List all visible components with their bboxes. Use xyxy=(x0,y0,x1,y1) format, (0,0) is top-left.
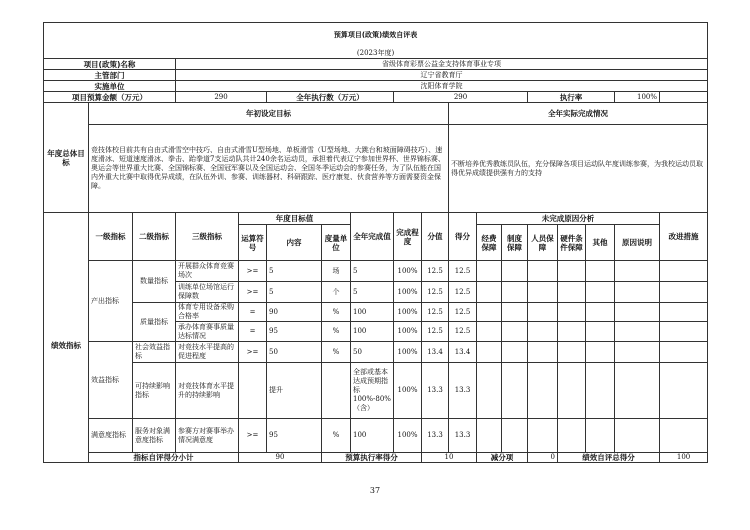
cell-empty xyxy=(477,303,502,322)
header-level2: 二级指标 xyxy=(133,213,176,261)
cell-op xyxy=(239,363,267,419)
header-actual: 全年完成值 xyxy=(351,213,394,261)
budget-value: 290 xyxy=(176,92,267,103)
header-content: 内容 xyxy=(267,225,322,261)
cell-empty xyxy=(615,342,660,363)
cell-empty xyxy=(558,322,586,342)
cell-empty xyxy=(528,363,558,419)
unit-label: 实施单位 xyxy=(44,81,176,92)
cell-empty xyxy=(502,303,528,322)
total-value: 100 xyxy=(660,453,708,463)
cell-content: 50 xyxy=(267,342,322,363)
initial-goal-header: 年初设定目标 xyxy=(89,103,449,125)
header-score: 得分 xyxy=(449,213,477,261)
cell-content: 95 xyxy=(267,419,322,453)
cell-empty xyxy=(528,419,558,453)
cell-empty xyxy=(477,363,502,419)
cell-empty xyxy=(660,303,708,322)
cell-empty xyxy=(615,363,660,419)
cell-score: 12.5 xyxy=(449,282,477,303)
actual-result-header: 全年实际完成情况 xyxy=(449,103,708,125)
header-hardware: 硬件条件保障 xyxy=(558,225,586,261)
cell-name: 承办体育赛事质量达标情况 xyxy=(176,322,239,342)
dept-value: 辽宁省教育厅 xyxy=(176,70,708,81)
cell-name: 训练单位场馆运行保障数 xyxy=(176,282,239,303)
cell-empty xyxy=(502,322,528,342)
table-row xyxy=(44,261,708,282)
header-unit: 度量单位 xyxy=(322,225,351,261)
cell-degree: 100% xyxy=(394,342,422,363)
year-label: (2023年度) xyxy=(44,49,708,59)
cell-actual: 100 xyxy=(351,419,394,453)
cell-empty xyxy=(586,419,615,453)
perf-label: 绩效指标 xyxy=(44,213,89,463)
cell-degree: 100% xyxy=(394,261,422,282)
cell-content: 5 xyxy=(267,261,322,282)
cell-actual: 50 xyxy=(351,342,394,363)
cell-empty xyxy=(558,303,586,322)
cell-empty xyxy=(477,282,502,303)
group-benefit: 效益指标 xyxy=(89,342,133,419)
cell-name: 开展群众体育竞赛场次 xyxy=(176,261,239,282)
header-target: 年度目标值 xyxy=(239,213,351,225)
cell-empty xyxy=(586,282,615,303)
cell-score: 12.5 xyxy=(449,322,477,342)
header-improve: 改进措施 xyxy=(660,213,708,261)
cell-unit: 场 xyxy=(322,261,351,282)
cell-actual: 5 xyxy=(351,261,394,282)
cell-empty xyxy=(660,261,708,282)
header-level1: 一级指标 xyxy=(89,213,133,261)
cell-op: >= xyxy=(239,261,267,282)
group-social: 社会效益指标 xyxy=(133,342,176,363)
cell-empty xyxy=(477,419,502,453)
cell-unit: % xyxy=(322,342,351,363)
cell-score: 13.3 xyxy=(449,363,477,419)
cell-empty xyxy=(528,261,558,282)
subtotal-value: 90 xyxy=(239,453,322,463)
cell-score: 13.3 xyxy=(449,419,477,453)
group-sustain: 可持续影响指标 xyxy=(133,363,176,419)
budget-score-value: 10 xyxy=(422,453,477,463)
cell-op: = xyxy=(239,303,267,322)
cell-degree: 100% xyxy=(394,322,422,342)
cell-degree: 100% xyxy=(394,363,422,419)
cell-empty xyxy=(477,322,502,342)
cell-empty xyxy=(528,342,558,363)
cell-empty xyxy=(586,342,615,363)
cell-actual: 100 xyxy=(351,322,394,342)
group-output: 产出指标 xyxy=(89,261,133,342)
budget-score-label: 预算执行率得分 xyxy=(322,453,422,463)
project-name: 省级体育彩票公益金支持体育事业专项 xyxy=(176,59,708,70)
cell-empty xyxy=(615,303,660,322)
cell-unit xyxy=(322,363,351,419)
cell-empty xyxy=(477,261,502,282)
cell-name: 参赛方对赛事举办情况满意度 xyxy=(176,419,239,453)
cell-empty xyxy=(558,282,586,303)
group-quality: 质量指标 xyxy=(133,303,176,342)
cell-unit: % xyxy=(322,322,351,342)
group-service: 服务对象满意度指标 xyxy=(133,419,176,453)
initial-goal-text: 竞技体校目前共有自由式滑雪空中技巧、自由式滑雪U型场地、单板滑雪（U型场地、大跳台和坡面障碍技巧）、速度滑冰、短道速度滑冰、拳击、跆拳道7支运动队共计240余名运动员，承担着代表辽宁参加世界杯、世界锦标赛、奥运会等世界重大比赛、全国锦标赛、全国冠军赛以及全国运动会、全国冬季运动会的参赛任务，为了队伍能在国内外重大比赛中取得优异成绩，在队伍外训、参赛、训练器材、科研跟踪、医疗康复、伙食营养等方面需要资金保障。 xyxy=(89,125,449,213)
cell-name: 对竞技体育水平提升的持续影响 xyxy=(176,363,239,419)
cell-empty xyxy=(660,282,708,303)
cell-score: 12.5 xyxy=(449,261,477,282)
total-label: 绩效自评总得分 xyxy=(558,453,660,463)
page-title: 预算项目(政策)绩效自评表 xyxy=(44,23,708,49)
cell-empty xyxy=(660,342,708,363)
page-number: 37 xyxy=(369,486,381,495)
table-row xyxy=(44,363,708,419)
rate-value: 100% xyxy=(615,92,660,103)
self-evaluation-table xyxy=(43,22,708,463)
header-op: 运算符号 xyxy=(239,225,267,261)
cell-points: 12.5 xyxy=(422,322,449,342)
project-name-label: 项目(政策)名称 xyxy=(44,59,176,70)
cell-empty xyxy=(502,261,528,282)
cell-empty xyxy=(502,419,528,453)
cell-empty xyxy=(528,303,558,322)
deduct-value: 0 xyxy=(528,453,558,463)
cell-empty xyxy=(528,322,558,342)
cell-unit: % xyxy=(322,419,351,453)
cell-content: 90 xyxy=(267,303,322,322)
cell-empty xyxy=(660,322,708,342)
cell-score: 12.5 xyxy=(449,303,477,322)
header-other: 其他 xyxy=(586,225,615,261)
executed-label: 全年执行数（万元） xyxy=(267,92,394,103)
cell-actual: 100 xyxy=(351,303,394,322)
actual-result-text: 不断培养优秀教练员队伍，充分保障各项目运动队年度训练参赛，为我校运动员取得优异成绩提供强有力的支持 xyxy=(449,125,708,213)
cell-empty xyxy=(586,322,615,342)
rate-label: 执行率 xyxy=(528,92,615,103)
deduct-label: 减分项 xyxy=(477,453,528,463)
cell-empty xyxy=(586,363,615,419)
table-row xyxy=(44,303,708,322)
cell-empty xyxy=(615,282,660,303)
executed-value: 290 xyxy=(394,92,528,103)
cell-unit: % xyxy=(322,303,351,322)
cell-empty xyxy=(660,363,708,419)
cell-points: 12.5 xyxy=(422,303,449,322)
cell-empty xyxy=(615,261,660,282)
group-quantity: 数量指标 xyxy=(133,261,176,303)
cell-degree: 100% xyxy=(394,303,422,322)
cell-empty xyxy=(660,419,708,453)
cell-content: 95 xyxy=(267,322,322,342)
table-row xyxy=(44,342,708,363)
cell-empty xyxy=(615,322,660,342)
cell-content: 提升 xyxy=(267,363,322,419)
cell-empty xyxy=(558,342,586,363)
cell-op: >= xyxy=(239,342,267,363)
cell-points: 13.3 xyxy=(422,363,449,419)
cell-unit: 个 xyxy=(322,282,351,303)
cell-name: 对竞技水平提高的促进程度 xyxy=(176,342,239,363)
cell-op: = xyxy=(239,322,267,342)
cell-score: 13.4 xyxy=(449,342,477,363)
cell-empty xyxy=(528,282,558,303)
cell-empty xyxy=(586,261,615,282)
cell-degree: 100% xyxy=(394,282,422,303)
cell-op: >= xyxy=(239,419,267,453)
header-staff: 人员保障 xyxy=(528,225,558,261)
cell-empty xyxy=(558,363,586,419)
header-funding: 经费保障 xyxy=(477,225,502,261)
cell-empty xyxy=(502,342,528,363)
cell-empty xyxy=(558,419,586,453)
cell-empty xyxy=(477,342,502,363)
group-satisfaction: 满意度指标 xyxy=(89,419,133,453)
header-points: 分值 xyxy=(422,213,449,261)
table-row xyxy=(44,419,708,453)
cell-content: 5 xyxy=(267,282,322,303)
budget-label: 项目预算金额（万元） xyxy=(44,92,176,103)
cell-points: 12.5 xyxy=(422,261,449,282)
cell-points: 13.4 xyxy=(422,342,449,363)
subtotal-label: 指标自评得分小计 xyxy=(89,453,239,463)
cell-op: >= xyxy=(239,282,267,303)
dept-label: 主管部门 xyxy=(44,70,176,81)
cell-degree: 100% xyxy=(394,419,422,453)
cell-empty xyxy=(558,261,586,282)
cell-points: 12.5 xyxy=(422,282,449,303)
header-explain: 原因说明 xyxy=(615,225,660,261)
cell-points: 13.3 xyxy=(422,419,449,453)
cell-empty xyxy=(615,419,660,453)
cell-empty xyxy=(586,303,615,322)
header-level3: 三级指标 xyxy=(176,213,239,261)
header-degree: 完成程度 xyxy=(394,213,422,261)
annual-goal-label: 年度总体目标 xyxy=(44,103,89,213)
cell-name: 体育专用设备采购合格率 xyxy=(176,303,239,322)
header-system: 制度保障 xyxy=(502,225,528,261)
cell-actual: 5 xyxy=(351,282,394,303)
unit-value: 沈阳体育学院 xyxy=(176,81,708,92)
cell-empty xyxy=(502,282,528,303)
cell-actual: 全部或基本达成预期指标100%-80%（含） xyxy=(351,363,394,419)
cell-empty xyxy=(502,363,528,419)
header-reason: 未完成原因分析 xyxy=(477,213,660,225)
